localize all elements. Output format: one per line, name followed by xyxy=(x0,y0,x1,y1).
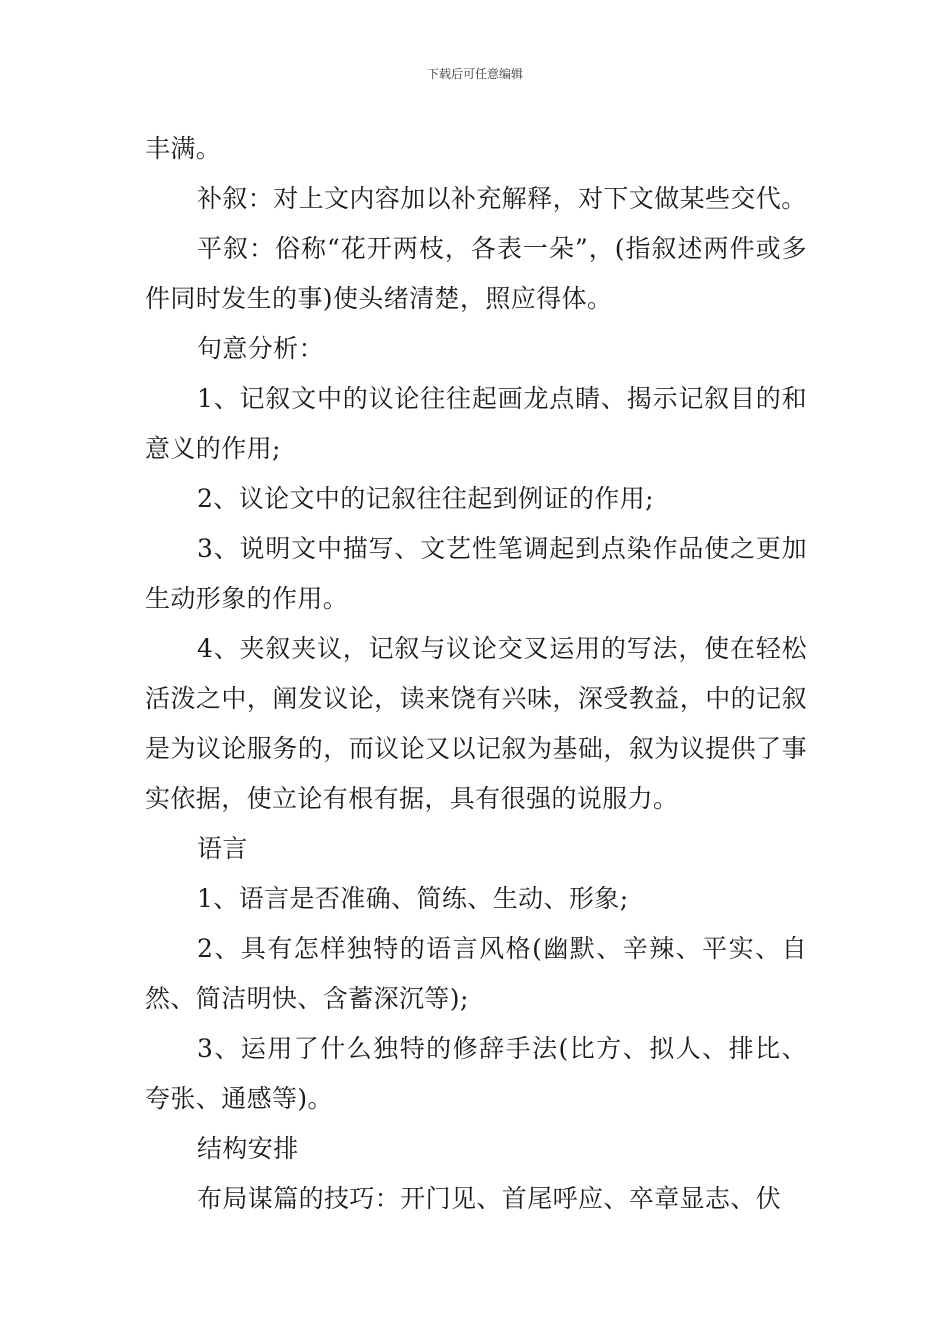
paragraph-10: 1、语言是否准确、简练、生动、形象; xyxy=(197,884,629,913)
page-header: 下载后可任意编辑 xyxy=(426,67,523,81)
section-heading-structure: 结构安排 xyxy=(197,1134,299,1163)
paragraph-14: 布局谋篇的技巧：开门见、首尾呼应、卒章显志、伏 xyxy=(197,1184,782,1213)
paragraph-8: 4、夹叙夹议，记叙与议论交叉运用的写法，使在轻松活泼之中，阐发议论，读来饶有兴味，深受教益，中的记叙是为议论服务的，而议论又以记叙为基础，叙为议提供了事实依据，使立论有根有据，具有很强的说服力。 xyxy=(145,634,807,813)
paragraph-11: 2、具有怎样独特的语言风格(幽默、辛辣、平实、自然、简洁明快、含蓄深沉等); xyxy=(145,934,807,1013)
paragraph-2: 补叙：对上文内容加以补充解释，对下文做某些交代。 xyxy=(197,184,807,213)
paragraph-7: 3、说明文中描写、文艺性笔调起到点染作品使之更加生动形象的作用。 xyxy=(145,534,807,613)
paragraph-4: 句意分析： xyxy=(197,334,325,363)
paragraph-6: 2、议论文中的记叙往往起到例证的作用; xyxy=(197,484,654,513)
document-body xyxy=(145,124,807,1224)
paragraph-1: 丰满。 xyxy=(145,134,222,163)
section-heading-language: 语言 xyxy=(197,834,248,863)
paragraph-3: 平叙：俗称“花开两枝，各表一朵”，(指叙述两件或多件同时发生的事)使头绪清楚，照应得体。 xyxy=(145,234,807,313)
paragraph-5: 1、记叙文中的议论往往起画龙点睛、揭示记叙目的和意义的作用; xyxy=(145,384,807,463)
paragraph-12: 3、运用了什么独特的修辞手法(比方、拟人、排比、夸张、通感等)。 xyxy=(145,1034,807,1113)
